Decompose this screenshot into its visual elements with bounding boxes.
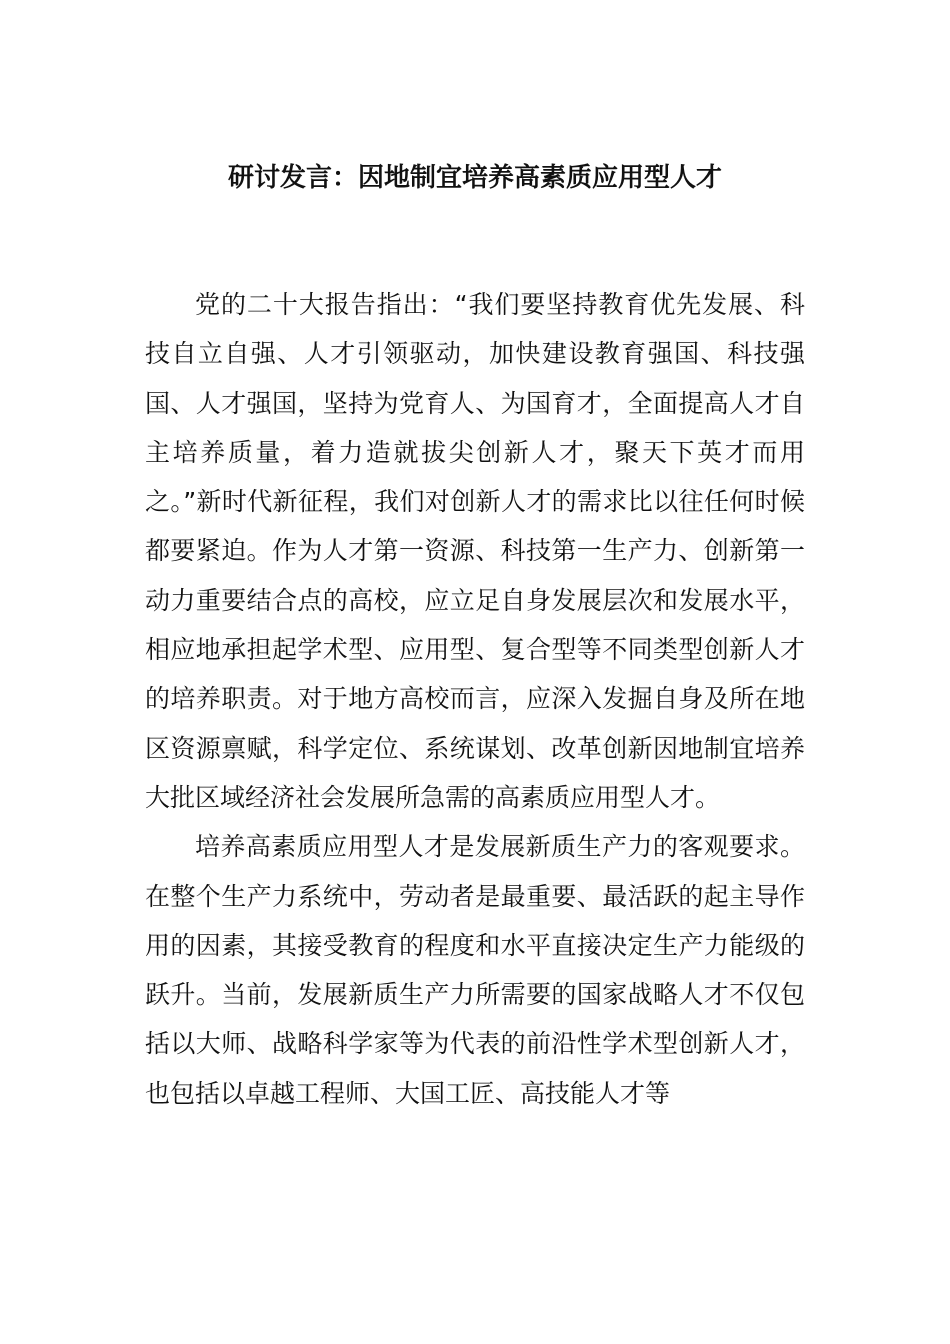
paragraph-1: 党的二十大报告指出：“我们要坚持教育优先发展、科技自立自强、人才引领驱动，加快建设教育强国、科技强国、人才强国，坚持为党育人、为国育才，全面提高人才自主培养质量，着力造就拔尖创新人才，聚天下英才而用之。”新时代新征程，我们对创新人才的需求比以往任何时候都要紧迫。作为人才第一资源、科技第一生产力、创新第一动力重要结合点的高校，应立足自身发展层次和发展水平，相应地承担起学术型、应用型、复合型等不同类型创新人才的培养职责。对于地方高校而言，应深入发掘自身及所在地区资源禀赋，科学定位、系统谋划、改革创新因地制宜培养大批区域经济社会发展所急需的高素质应用型人才。 [145,290,805,812]
paragraph-2: 培养高素质应用型人才是发展新质生产力的客观要求。在整个生产力系统中，劳动者是最重要、最活跃的起主导作用的因素，其接受教育的程度和水平直接决定生产力能级的跃升。当前，发展新质生产力所需要的国家战略人才不仅包括以大师、战略科学家等为代表的前沿性学术型创新人才，也包括以卓越工程师、大国工匠、高技能人才等 [145,832,805,1108]
document-body [145,280,805,1118]
document-title: 研讨发言：因地制宜培养高素质应用型人才 [227,163,722,193]
